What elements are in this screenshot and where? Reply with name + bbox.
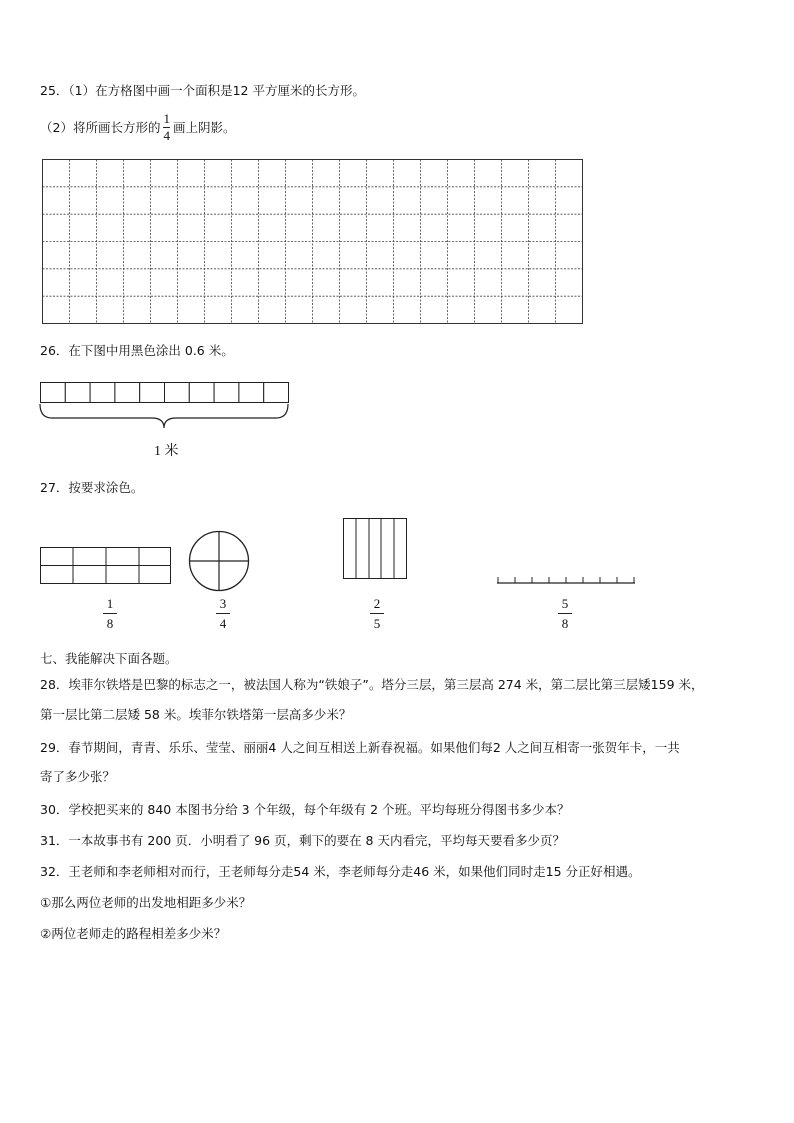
fraction-1-8-num: 1 [106, 596, 114, 611]
fraction-3-4-den: 4 [219, 616, 227, 631]
strip-cell [264, 383, 289, 403]
fraction-2-5-num: 2 [373, 596, 381, 611]
q25-fraction-den: 4 [163, 128, 170, 143]
segment-8-parts[interactable] [497, 574, 637, 586]
q31-text: 31．一本故事书有 200 页．小明看了 96 页，剩下的要在 8 天内看完，平均每天要看多少页？ [40, 833, 565, 848]
q25-part2 [40, 112, 235, 143]
q25-part2-post: 画上阴影。 [172, 119, 236, 135]
fraction-5-8-num: 5 [561, 596, 569, 611]
q32-sub1: ①那么两位老师的出发地相距多少米？ [40, 895, 252, 910]
fraction-3-4 [208, 596, 238, 631]
strip-cell [65, 383, 90, 403]
q25-fraction-num: 1 [163, 111, 170, 126]
fraction-5-8-den: 8 [561, 616, 569, 631]
square-grid[interactable] [42, 159, 584, 325]
fraction-5-8 [550, 596, 580, 631]
strip-cell [140, 383, 165, 403]
rectangle-8-parts[interactable] [40, 547, 172, 585]
q29-line2: 寄了多少张？ [40, 769, 116, 784]
strip-cell [115, 383, 140, 403]
strip-cell [239, 383, 264, 403]
q25-part2-pre: （2）将所画长方形的 [40, 119, 161, 135]
circle-4-parts[interactable] [188, 530, 250, 592]
q28-line1: 28．埃菲尔铁塔是巴黎的标志之一，被法国人称为“铁娘子”。塔分三层，第三层高 274 米，第二层比第三层矮159 米， [40, 677, 704, 692]
q29-line1: 29．春节期间，青青、乐乐、莹莹、丽丽4 人之间互相送上新春祝福。如果他们每2 人之间互相寄一张贺年卡，一共 [40, 740, 680, 755]
meter-brace [40, 404, 288, 428]
fraction-2-5 [362, 596, 392, 631]
section-title: 七、我能解决下面各题。 [40, 651, 178, 666]
meter-label: 1 米 [154, 444, 179, 459]
strip-cell [41, 383, 66, 403]
strip-cell [189, 383, 214, 403]
rectangle-5-strips[interactable] [343, 518, 408, 580]
fraction-3-4-num: 3 [219, 596, 227, 611]
q25-part1: 25．（1）在方格图中画一个面积是12 平方厘米的长方形。 [40, 83, 365, 98]
meter-strip[interactable] [40, 382, 290, 430]
strip-cell [165, 383, 190, 403]
fraction-2-5-den: 5 [373, 616, 381, 631]
fraction-1-8-den: 8 [106, 616, 114, 631]
q26-text: 26．在下图中用黑色涂出 0.6 米。 [40, 343, 234, 358]
q32-text: 32．王老师和李老师相对而行，王老师每分走54 米，李老师每分走46 米，如果他们同时走15 分正好相遇。 [40, 864, 641, 879]
q27-text: 27．按要求涂色。 [40, 480, 144, 495]
q32-sub2: ②两位老师走的路程相差多少米？ [40, 926, 227, 941]
q28-line2: 第一层比第二层矮 58 米。埃菲尔铁塔第一层高多少米？ [40, 707, 352, 722]
strip-cell [214, 383, 239, 403]
fraction-1-8 [95, 596, 125, 631]
strip-cell [90, 383, 115, 403]
q25-fraction [163, 112, 170, 143]
q30-text: 30．学校把买来的 840 本图书分给 3 个年级，每个年级有 2 个班。平均每班分得图书多少本？ [40, 802, 570, 817]
